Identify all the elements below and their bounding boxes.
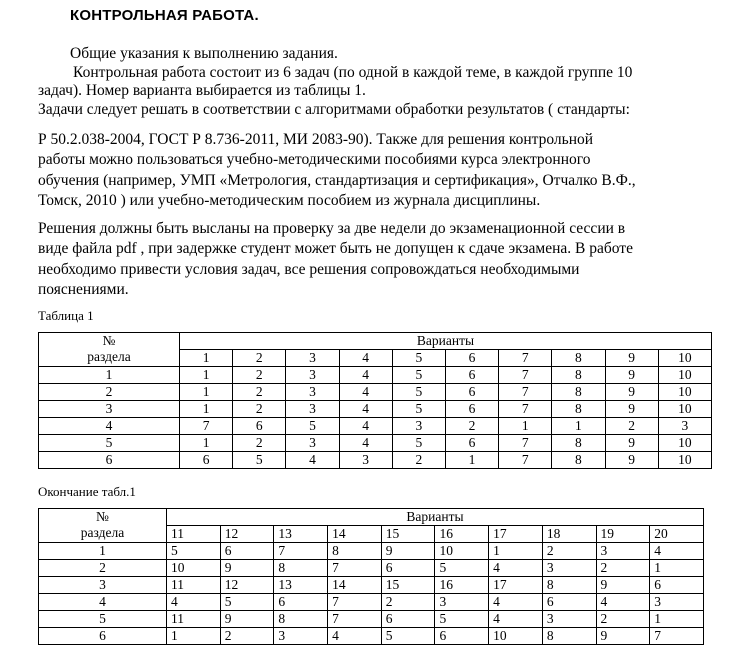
variants-table-1 [38,332,712,469]
variant-cell: 10 [658,401,711,418]
table-row [39,367,712,384]
variant-cell: 4 [489,594,543,611]
section-number-cell: 3 [39,401,180,418]
variant-cell: 1 [167,628,221,645]
variant-cell: 3 [286,401,339,418]
variant-column-header: 15 [381,526,435,543]
variant-cell: 1 [180,367,233,384]
variant-cell: 4 [286,452,339,469]
section-header-label: раздела [80,525,125,540]
variant-cell: 6 [274,594,328,611]
variant-column-header: 20 [650,526,704,543]
variant-cell: 5 [381,628,435,645]
variant-column-header: 19 [596,526,650,543]
table-row [39,611,704,628]
table-row [39,560,704,577]
variant-cell: 4 [339,435,392,452]
variant-cell: 6 [445,435,498,452]
variant-cell: 2 [233,401,286,418]
variant-cell: 6 [542,594,596,611]
paragraph-line: Задачи следует решать в соответствии с алгоритмами обработки результатов ( стандарты: [38,101,630,118]
section-header [39,509,167,543]
variant-cell: 6 [650,577,704,594]
variant-column-header: 16 [435,526,489,543]
variant-cell: 9 [605,435,658,452]
variant-cell: 1 [499,418,552,435]
variant-cell: 6 [445,367,498,384]
variant-cell: 1 [552,418,605,435]
variant-cell: 7 [328,611,382,628]
variant-cell: 5 [233,452,286,469]
variant-cell: 3 [286,367,339,384]
variant-cell: 12 [220,577,274,594]
variant-cell: 1 [180,435,233,452]
variant-column-header: 12 [220,526,274,543]
paragraph-line: работы можно пользоваться учебно-методическими пособиями курса электронного [38,151,591,168]
variant-column-header: 18 [542,526,596,543]
paragraph-line: Решения должны быть высланы на проверку за две недели до экзаменационной сессии в [38,220,626,237]
variant-cell: 2 [542,543,596,560]
variant-cell: 2 [233,384,286,401]
variant-cell: 1 [180,384,233,401]
table-row [39,543,704,560]
variant-cell: 9 [596,577,650,594]
section-number-cell: 3 [39,577,167,594]
variant-column-header: 9 [605,350,658,367]
section-number-cell: 5 [39,611,167,628]
variant-cell: 2 [233,367,286,384]
variant-cell: 9 [220,611,274,628]
section-number-cell: 2 [39,560,167,577]
variant-cell: 7 [328,594,382,611]
variant-cell: 8 [552,367,605,384]
variant-cell: 4 [339,384,392,401]
variant-cell: 4 [167,594,221,611]
variant-cell: 8 [274,611,328,628]
variant-column-header: 13 [274,526,328,543]
variant-cell: 8 [542,577,596,594]
paragraph-line: Томск, 2010 ) или учебно-методическим пособием из журнала дисциплины. [38,192,541,209]
variant-cell: 4 [650,543,704,560]
variant-cell: 2 [220,628,274,645]
variant-cell: 8 [274,560,328,577]
variants-header: Варианты [180,333,712,350]
variant-cell: 5 [435,611,489,628]
variant-cell: 4 [489,611,543,628]
variant-cell: 5 [392,367,445,384]
variant-cell: 8 [328,543,382,560]
variant-cell: 7 [180,418,233,435]
variant-cell: 7 [499,452,552,469]
variant-cell: 7 [650,628,704,645]
variant-cell: 10 [167,560,221,577]
table-row [39,594,704,611]
section-header [39,333,180,367]
variant-cell: 4 [339,401,392,418]
variant-cell: 10 [489,628,543,645]
variant-cell: 1 [650,560,704,577]
section-number-cell: 5 [39,435,180,452]
document-title: КОНТРОЛЬНАЯ РАБОТА. [70,7,259,24]
table-row [39,452,712,469]
variant-cell: 9 [220,560,274,577]
variant-column-header: 4 [339,350,392,367]
variant-cell: 11 [167,611,221,628]
section-number-cell: 4 [39,594,167,611]
variant-cell: 10 [658,384,711,401]
variant-column-header: 10 [658,350,711,367]
variant-cell: 6 [180,452,233,469]
paragraph-line: Контрольная работа состоит из 6 задач (по одной в каждой теме, в каждой группе 10 [73,64,633,81]
paragraph-line: пояснениями. [38,281,129,298]
variant-cell: 1 [180,401,233,418]
paragraph-line: Общие указания к выполнению задания. [70,45,338,62]
variant-cell: 2 [596,611,650,628]
section-header-number-sign: № [102,333,116,348]
variant-cell: 11 [167,577,221,594]
variant-cell: 9 [605,384,658,401]
section-header-number-sign: № [96,509,109,524]
variant-column-header: 2 [233,350,286,367]
variant-cell: 2 [445,418,498,435]
variant-cell: 2 [392,452,445,469]
variant-cell: 3 [658,418,711,435]
table-row [39,384,712,401]
variant-cell: 5 [167,543,221,560]
variant-cell: 6 [220,543,274,560]
variant-cell: 16 [435,577,489,594]
variant-cell: 6 [381,611,435,628]
variant-cell: 2 [596,560,650,577]
section-number-cell: 6 [39,628,167,645]
variant-column-header: 14 [328,526,382,543]
section-number-cell: 1 [39,367,180,384]
variant-cell: 9 [605,367,658,384]
variant-cell: 7 [499,384,552,401]
variant-cell: 9 [381,543,435,560]
variant-cell: 1 [489,543,543,560]
variant-cell: 10 [658,452,711,469]
variant-column-header: 1 [180,350,233,367]
table-row [39,628,704,645]
variant-cell: 7 [499,401,552,418]
section-number-cell: 4 [39,418,180,435]
table-row [39,435,712,452]
variant-cell: 8 [542,628,596,645]
variant-cell: 3 [339,452,392,469]
variant-cell: 3 [596,543,650,560]
variant-cell: 8 [552,401,605,418]
variant-cell: 3 [435,594,489,611]
variant-cell: 17 [489,577,543,594]
variant-cell: 7 [499,435,552,452]
variant-cell: 10 [435,543,489,560]
table-row [39,418,712,435]
variant-cell: 7 [499,367,552,384]
table-row [39,401,712,418]
variant-column-header: 6 [445,350,498,367]
variant-cell: 7 [328,560,382,577]
variant-column-header: 5 [392,350,445,367]
table-row [39,577,704,594]
variant-cell: 5 [392,384,445,401]
variant-column-header: 3 [286,350,339,367]
table2-caption: Окончание табл.1 [38,484,136,499]
paragraph-line: виде файла pdf , при задержке студент может быть не допущен к сдаче экзамена. В работе [38,240,633,257]
variant-cell: 1 [650,611,704,628]
paragraph-line: задач). Номер варианта выбирается из таблицы 1. [38,82,366,99]
variant-cell: 2 [233,435,286,452]
variant-cell: 5 [220,594,274,611]
variant-cell: 6 [233,418,286,435]
variant-cell: 7 [274,543,328,560]
variant-cell: 9 [605,452,658,469]
paragraph-line: необходимо привести условия задач, все решения сопровождаться необходимыми [38,261,580,278]
variant-cell: 14 [328,577,382,594]
paragraph-line: обучения (например, УМП «Метрология, стандартизация и сертификация», Отчалко В.Ф., [38,172,636,189]
variant-cell: 4 [489,560,543,577]
variant-cell: 6 [445,401,498,418]
variant-cell: 3 [542,560,596,577]
section-number-cell: 2 [39,384,180,401]
variants-header: Варианты [167,509,704,526]
variant-cell: 6 [381,560,435,577]
variant-cell: 6 [445,384,498,401]
variant-cell: 5 [435,560,489,577]
paragraph-line: Р 50.2.038-2004, ГОСТ Р 8.736-2011, МИ 2083-90). Также для решения контрольной [38,131,594,148]
variant-cell: 6 [435,628,489,645]
variant-cell: 4 [328,628,382,645]
variant-cell: 2 [381,594,435,611]
variant-cell: 3 [274,628,328,645]
section-number-cell: 1 [39,543,167,560]
variant-column-header: 8 [552,350,605,367]
variant-cell: 3 [542,611,596,628]
variant-cell: 5 [392,401,445,418]
section-number-cell: 6 [39,452,180,469]
variant-cell: 3 [286,384,339,401]
variant-cell: 15 [381,577,435,594]
variant-cell: 13 [274,577,328,594]
variant-column-header: 11 [167,526,221,543]
variant-cell: 4 [339,418,392,435]
variant-cell: 10 [658,367,711,384]
variant-cell: 4 [596,594,650,611]
section-header-label: раздела [87,349,131,364]
variant-cell: 3 [286,435,339,452]
variant-cell: 3 [392,418,445,435]
variant-cell: 9 [605,401,658,418]
variant-cell: 10 [658,435,711,452]
variant-cell: 8 [552,384,605,401]
variant-cell: 8 [552,435,605,452]
variants-table-2 [38,508,704,645]
variant-column-header: 7 [499,350,552,367]
variant-cell: 8 [552,452,605,469]
variant-cell: 5 [392,435,445,452]
variant-cell: 3 [650,594,704,611]
variant-cell: 4 [339,367,392,384]
variant-column-header: 17 [489,526,543,543]
table1-caption: Таблица 1 [38,308,94,323]
variant-cell: 1 [445,452,498,469]
variant-cell: 9 [596,628,650,645]
variant-cell: 2 [605,418,658,435]
variant-cell: 5 [286,418,339,435]
